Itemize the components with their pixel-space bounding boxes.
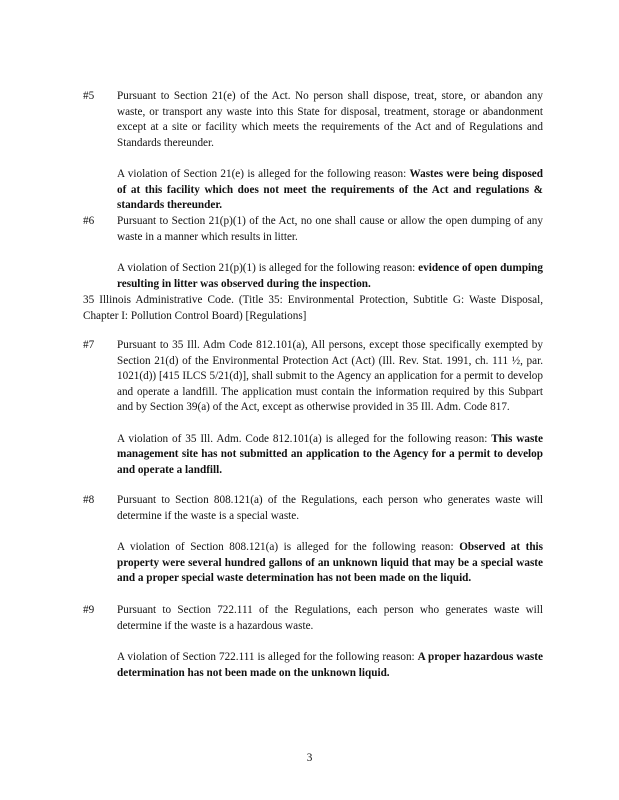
violation-text — [117, 261, 543, 292]
violation-text — [117, 650, 543, 681]
item-number: #6 — [83, 215, 95, 227]
violation-intro: A violation of Section 808.121(a) is alleged for the following reason: — [117, 541, 460, 553]
statute-text: Pursuant to 35 Ill. Adm Code 812.101(a), All persons, except those specifically exempted by Section 21(d) of the Environmental Protection Act (Act) (Ill. Rev. Stat. 1991, ch. 111 ½, par. 1021(d)) [415 ILCS 5/21(d)], shall submit to the Agency an application for a permit to develop and operate a landfill. The application must contain the information required by this Subpart and by Section 39(a) of the Act, except as otherwise provided in 35 Ill. Adm. Code 817. — [117, 339, 543, 413]
violation-reason: Wastes were being disposed of at this facility which does not meet the requirements of the Act and regulations & standards thereunder. — [117, 168, 543, 211]
item-number: #7 — [83, 339, 95, 351]
violation-text — [117, 167, 543, 214]
item-number: #9 — [83, 604, 95, 616]
violation-intro: A violation of 35 Ill. Adm. Code 812.101(a) is alleged for the following reason: — [117, 432, 492, 445]
statute-text: Pursuant to Section 21(p)(1) of the Act, no one shall cause or allow the open dumping of any waste in a manner which results in litter. — [117, 215, 543, 243]
violation-reason: This waste management site has not submitted an application to the Agency for a permit to develop and operate a landfill. — [117, 432, 543, 476]
statute-text: Pursuant to Section 21(e) of the Act. No person shall dispose, treat, store, or abandon any waste, or transport any waste into this State for disposal, treatment, storage or abandonment except at a site or facility which meets the requirements of the Act and of Regulations and Standards thereunder. — [117, 90, 543, 149]
violation-intro: A violation of Section 21(e) is alleged for the following reason: — [117, 168, 410, 180]
violation-text — [117, 540, 543, 587]
violation-intro: A violation of Section 21(p)(1) is alleged for the following reason: — [117, 262, 419, 274]
violation-text — [117, 432, 543, 479]
regulations-heading: 35 Illinois Administrative Code. (Title 35: Environmental Protection, Subtitle G: Waste Disposal, Chapter I: Pollution Control Board) [Regulations] — [83, 294, 543, 322]
page-number: 3 — [306, 752, 313, 764]
violation-reason: A proper hazardous waste determination has not been made on the unknown liquid. — [117, 651, 543, 679]
violation-reason: Observed at this property were several hundred gallons of an unknown liquid that may be a special waste and a proper special waste determination has not been made on the liquid. — [117, 541, 543, 584]
violation-reason: evidence of open dumping resulting in litter was observed during the inspection. — [117, 262, 543, 290]
item-number: #8 — [83, 494, 95, 506]
item-number: #5 — [83, 90, 95, 102]
statute-text: Pursuant to Section 808.121(a) of the Regulations, each person who generates waste will determine if the waste is a special waste. — [117, 494, 543, 522]
statute-text: Pursuant to Section 722.111 of the Regulations, each person who generates waste will determine if the waste is a hazardous waste. — [117, 604, 543, 632]
violation-intro: A violation of Section 722.111 is alleged for the following reason: — [117, 651, 418, 663]
